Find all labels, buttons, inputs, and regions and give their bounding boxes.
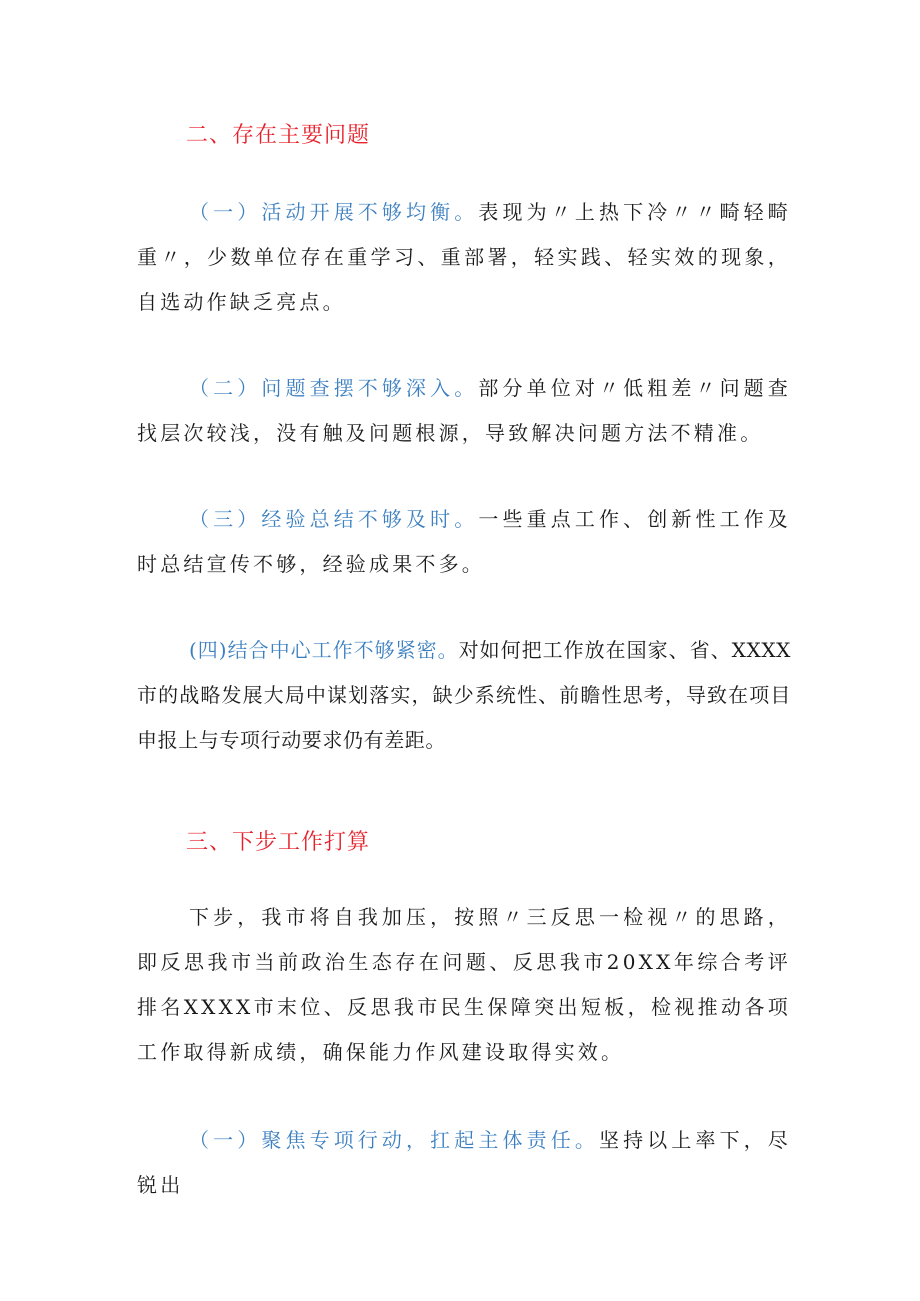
paragraph-problem-3 <box>137 497 791 587</box>
paragraph-lead: （一）聚焦专项行动，扛起主体责任。 <box>189 1128 599 1152</box>
paragraph-lead: (四)结合中心工作不够紧密。 <box>189 638 459 662</box>
paragraph-lead: （三）经验总结不够及时。 <box>189 507 479 531</box>
paragraph-text: 部分单位对〃低粗差〃问题查找层次较浅，没有触及问题根源，导致解决问题方法不精准。 <box>137 376 791 445</box>
paragraph-next-step-1 <box>137 1118 791 1208</box>
paragraph-problem-1 <box>137 190 791 325</box>
section-heading-next-steps: 三、下步工作打算 <box>186 830 371 855</box>
paragraph-text: 对如何把工作放在国家、省、XXXX市的战略发展大局中谋划落实，缺少系统性、前瞻性思考，导致在项目申报上与专项行动要求仍有差距。 <box>137 638 791 752</box>
paragraph-lead: （一）活动开展不够均衡。 <box>189 200 479 224</box>
paragraph-text: 坚持以上率下，尽锐出 <box>137 1128 791 1197</box>
paragraph-problem-2 <box>137 366 791 456</box>
paragraph-text: 表现为〃上热下冷〃〃畸轻畸重〃，少数单位存在重学习、重部署，轻实践、轻实效的现象，自选动作缺乏亮点。 <box>137 200 791 314</box>
paragraph-problem-4 <box>137 628 791 763</box>
paragraph-lead: （二）问题查摆不够深入。 <box>189 376 479 400</box>
paragraph-next-steps-intro: 下步，我市将自我加压，按照〃三反思一检视〃的思路，即反思我市当前政治生态存在问题、反思我市20XX年综合考评排名XXXX市末位、反思我市民生保障突出短板，检视推动各项工作取得新成绩，确保能力作风建设取得实效。 <box>137 905 791 1064</box>
section-heading-problems: 二、存在主要问题 <box>186 123 371 148</box>
paragraph-text: 一些重点工作、创新性工作及时总结宣传不够，经验成果不多。 <box>137 507 791 576</box>
